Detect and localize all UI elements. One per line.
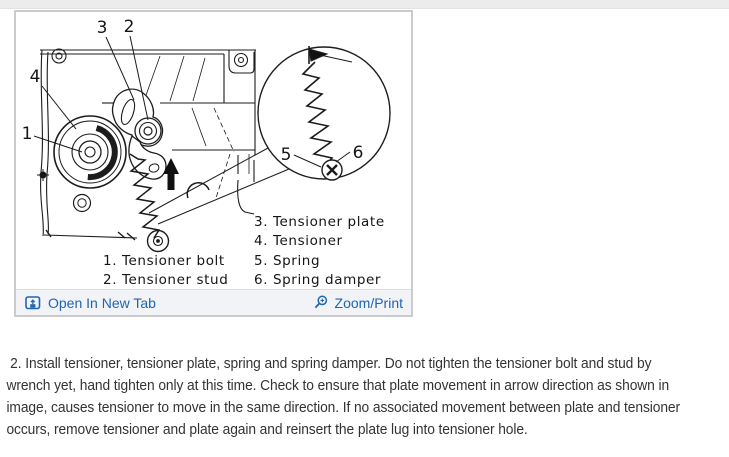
instruction-paragraph xyxy=(0,353,729,441)
tensioner-plate xyxy=(113,89,210,198)
legend-item: 2. Tensioner stud xyxy=(103,272,229,288)
instruction-line: occurs, remove tensioner and plate again and reinsert the plate lug into tensioner hole. xyxy=(6,421,528,438)
open-in-new-tab-link[interactable] xyxy=(25,295,156,311)
panel-footer xyxy=(16,289,411,315)
zoom-print-label: Zoom/Print xyxy=(334,294,403,311)
instruction-line: wrench yet, hand tighten only at this time. Check to ensure that plate movement in arrow direction as shown in xyxy=(6,377,670,394)
legend-item: 1. Tensioner bolt xyxy=(103,253,225,269)
top-strip xyxy=(0,0,729,9)
detail-circle xyxy=(149,46,390,224)
legend-item: 5. Spring xyxy=(254,253,321,269)
callout-2: 2 xyxy=(123,17,135,37)
callout-5: 5 xyxy=(280,145,292,165)
legend-item: 6. Spring damper xyxy=(254,272,382,288)
callout-4: 4 xyxy=(29,67,41,87)
repair-diagram-panel xyxy=(14,10,413,317)
legend-item: 3. Tensioner plate xyxy=(254,214,385,230)
instruction-line: 2. Install tensioner, tensioner plate, spring and spring damper. Do not tighten the tensioner bolt and stud by xyxy=(6,355,652,372)
open-in-new-tab-label: Open In New Tab xyxy=(48,294,156,311)
callout-1: 1 xyxy=(21,124,33,144)
legend-item: 4. Tensioner xyxy=(254,233,343,249)
tensioner-diagram xyxy=(16,12,411,289)
callout-6: 6 xyxy=(352,143,364,163)
instruction-line: image, causes tensioner to move in the same direction. If no associated movement between plate and tensioner xyxy=(6,399,681,416)
callout-3: 3 xyxy=(96,18,108,38)
zoom-print-link[interactable] xyxy=(312,295,403,311)
zoom-in-magnifier-icon xyxy=(312,295,328,310)
tensioner-pulley xyxy=(54,116,126,188)
small-bolts xyxy=(37,169,91,212)
diagram-area[interactable] xyxy=(16,12,411,289)
open-in-new-tab-icon xyxy=(25,296,41,310)
